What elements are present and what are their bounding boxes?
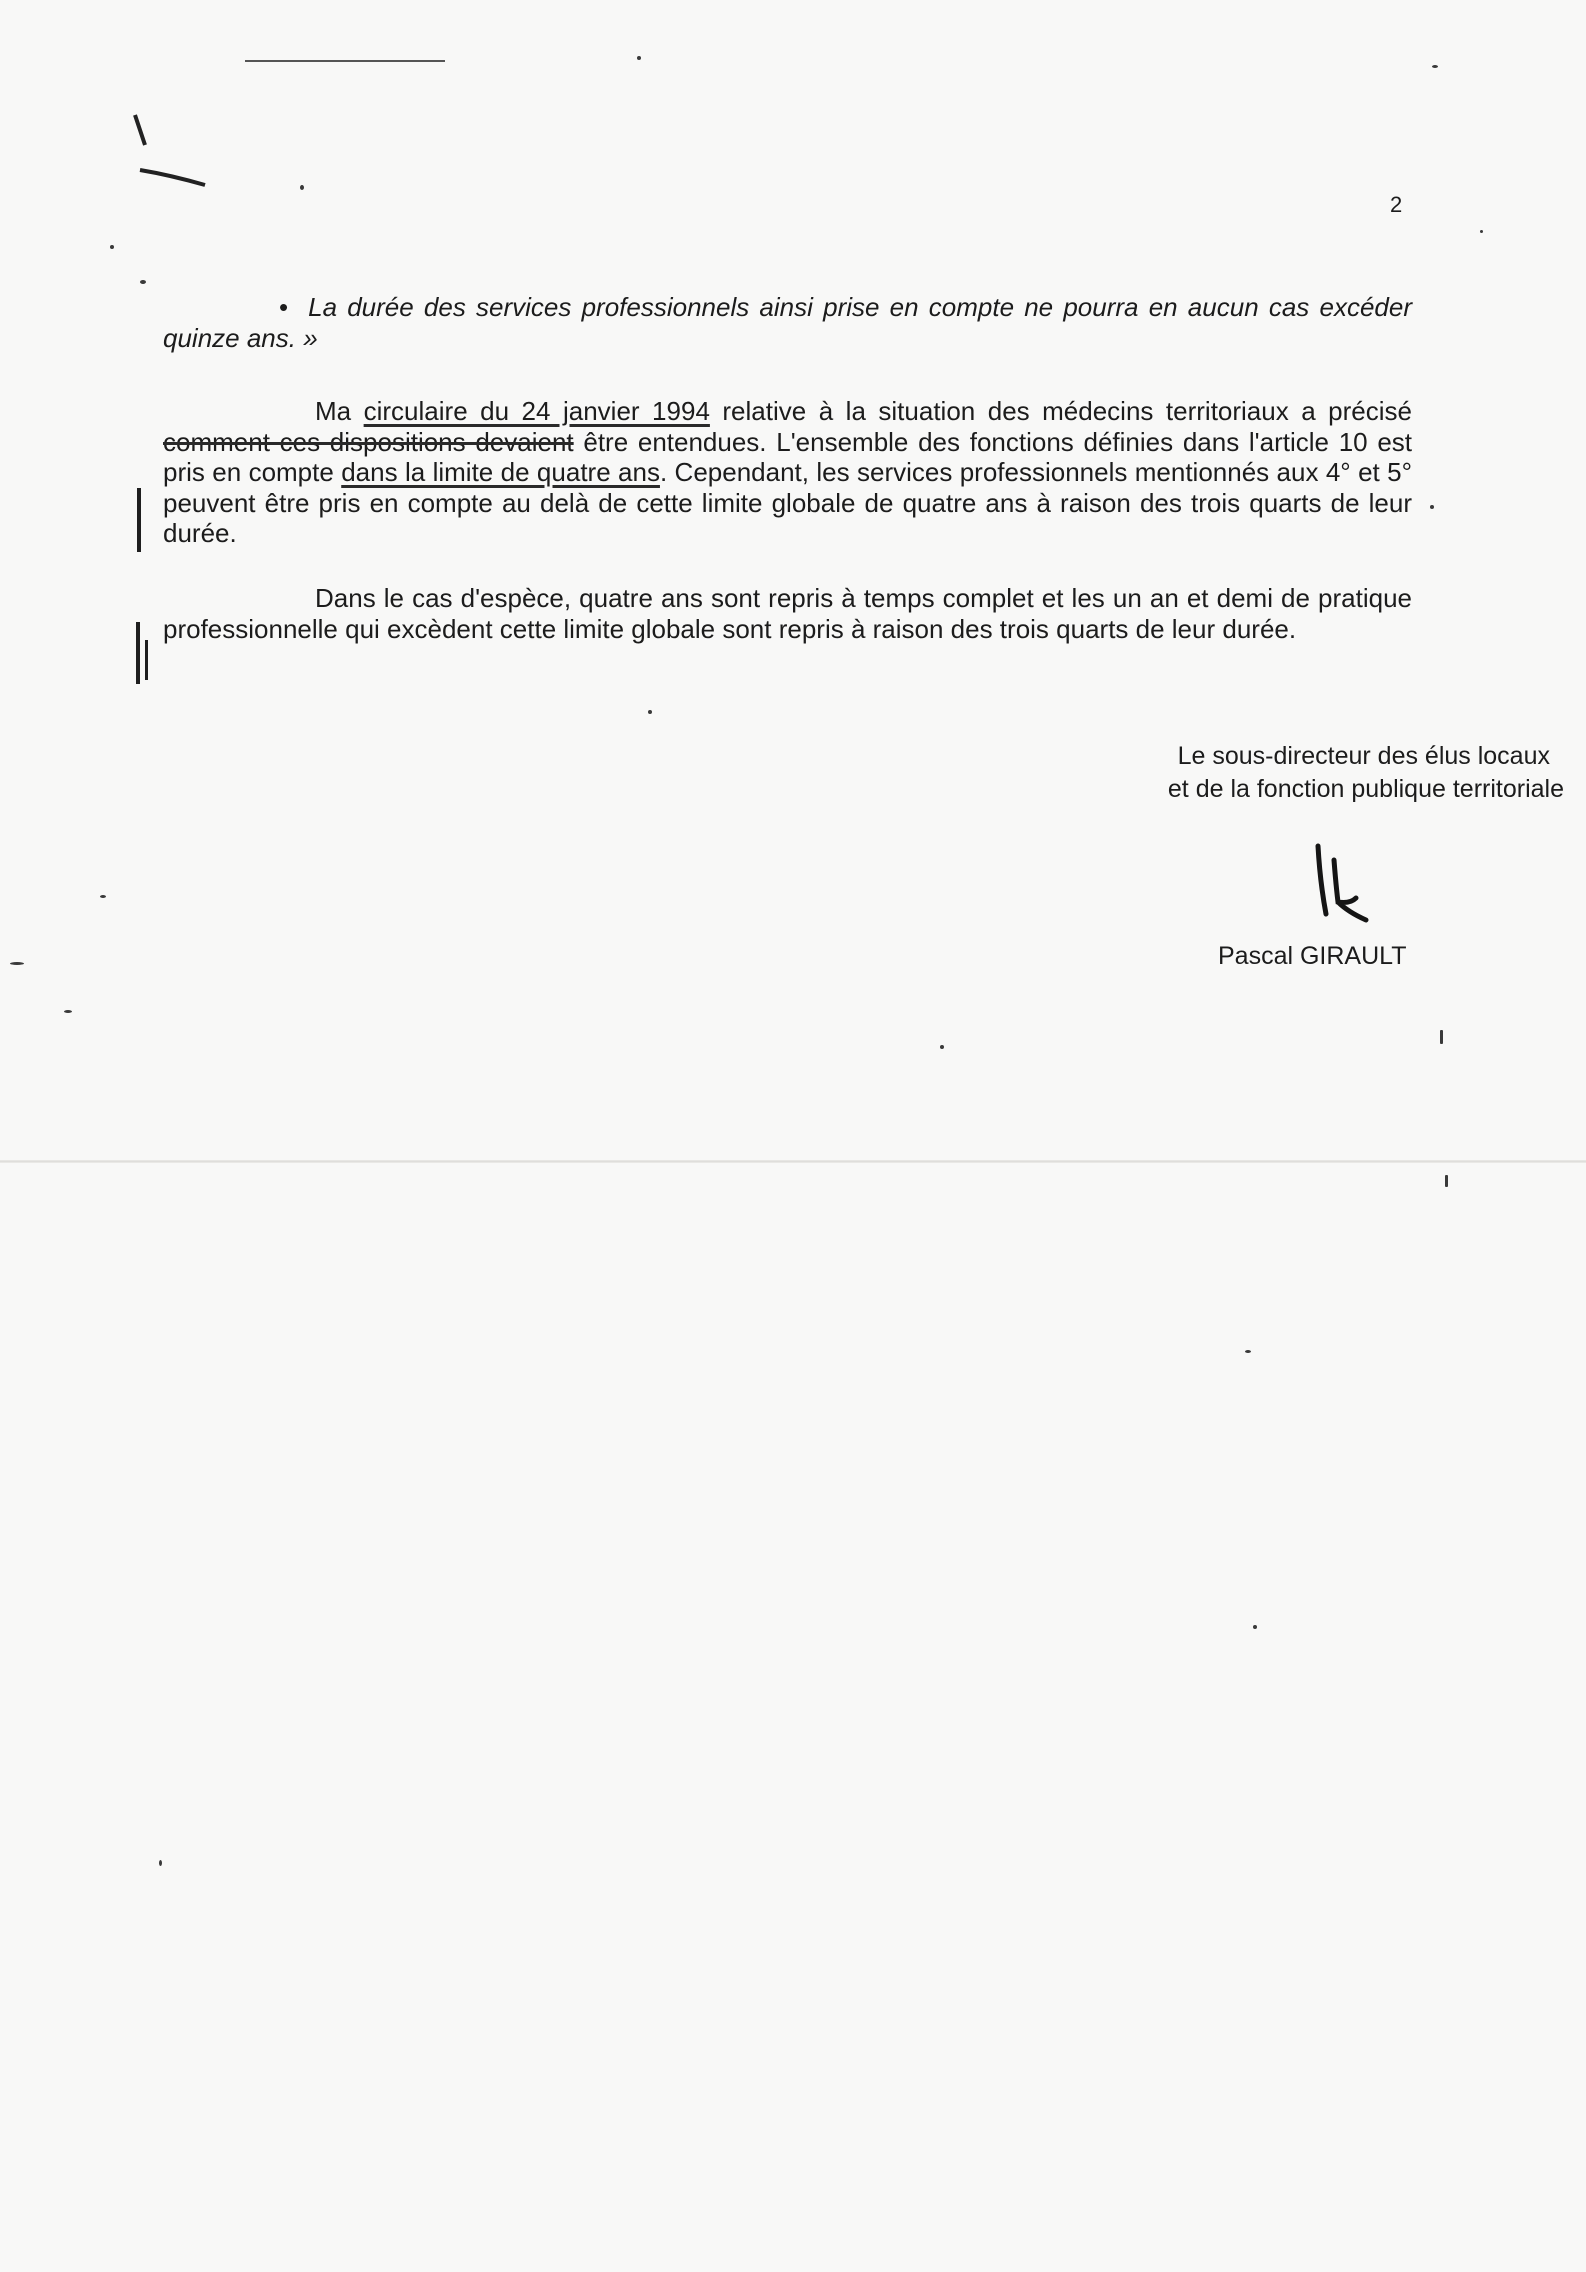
speck <box>159 1860 162 1866</box>
margin-mark-paragraph1 <box>137 488 141 552</box>
struck-through-phrase: comment ces dispositions devaient <box>163 426 574 457</box>
corner-scribble-mark <box>130 105 210 195</box>
speck <box>940 1045 944 1049</box>
page-number: 2 <box>1390 192 1403 217</box>
margin-mark-paragraph2 <box>136 622 140 684</box>
quoted-clause <box>163 292 1412 353</box>
speck <box>1440 1030 1443 1044</box>
quote-text: La durée des services professionnels ainsi prise en compte ne pourra en aucun cas excéder quinze ans. » <box>163 292 1412 353</box>
speck <box>1253 1625 1257 1629</box>
speck <box>10 962 24 965</box>
speck <box>64 1010 72 1013</box>
signer-name: Pascal GIRAULT <box>1218 942 1407 970</box>
signatory-title-line1: Le sous-directeur des élus locaux <box>1177 742 1550 770</box>
speck <box>1445 1175 1448 1187</box>
paragraph-cas-espece <box>163 583 1412 644</box>
speck <box>140 280 146 284</box>
paragraph1-part1: Ma <box>315 396 364 426</box>
speck <box>1245 1350 1251 1353</box>
speck <box>1432 65 1438 68</box>
paragraph2-text: Dans le cas d'espèce, quatre ans sont repris à temps complet et les un an et demi de pratique professionnelle qui excèdent cette limite globale sont repris à raison des trois quarts de leur durée. <box>163 583 1412 644</box>
margin-mark-paragraph2-second <box>145 640 148 680</box>
speck <box>1430 505 1434 509</box>
speck <box>300 185 304 190</box>
paragraph1-part2: relative à la situation des médecins territoriaux a précisé <box>709 396 1412 426</box>
handwritten-signature <box>1310 842 1380 926</box>
paper-fold-line <box>0 1160 1586 1163</box>
speck <box>110 245 114 249</box>
speck <box>100 895 106 898</box>
paragraph1-part3: être entendues. L'ensemble des fonctions définies dans l'article 10 est pris en compte <box>163 426 1413 488</box>
signatory-title-line2: et de la fonction publique territoriale <box>1167 775 1564 803</box>
speck <box>1480 230 1483 233</box>
underlined-four-year-limit: dans la limite de quatre ans <box>341 457 660 488</box>
quote-bullet: • <box>279 292 289 322</box>
top-scan-line <box>245 60 445 62</box>
speck <box>637 56 641 60</box>
speck <box>648 710 652 714</box>
paragraph-circulaire <box>163 396 1412 549</box>
underlined-circulaire-date: circulaire du 24 janvier 1994 <box>363 396 710 426</box>
paragraph1-part4: . Cependant, les services professionnels mentionnés aux 4° et 5° peuvent être pris en compte au delà de cette limite globale de quatre ans à raison des trois quarts de leur durée. <box>163 457 1412 549</box>
signatory-title <box>1040 740 1564 806</box>
